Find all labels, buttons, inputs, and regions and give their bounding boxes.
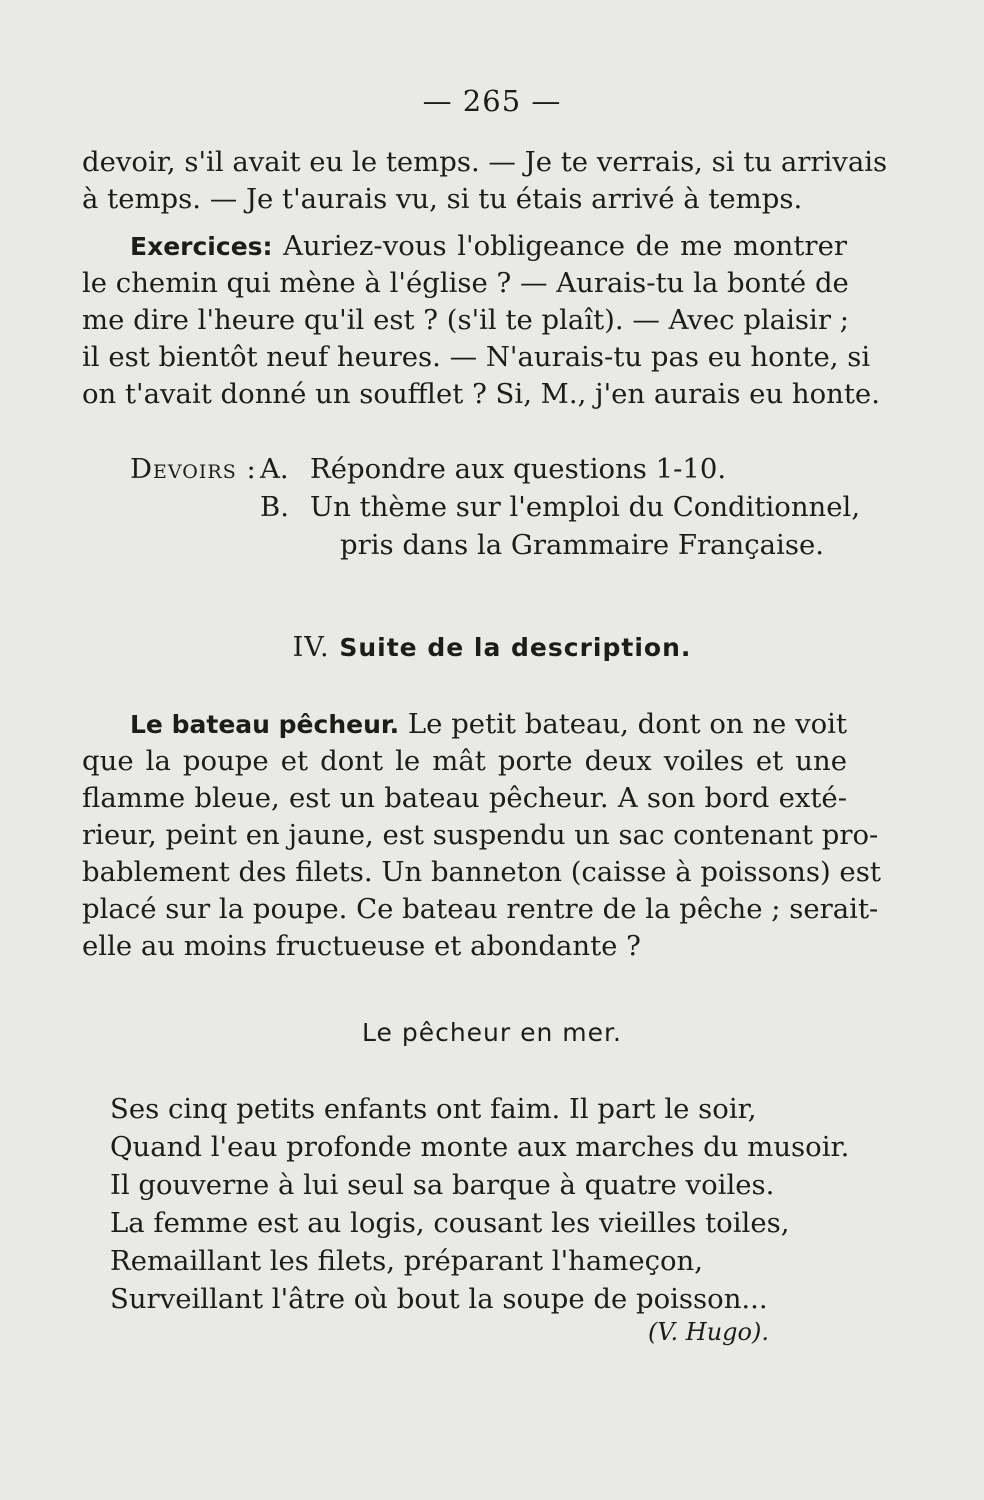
bateau-label: Le bateau pêcheur.	[130, 710, 400, 739]
text-line: on t'avait donné un soufflet ? Si, M., j'en aurais eu honte.	[82, 378, 880, 410]
poem-attribution: (V. Hugo).	[648, 1318, 769, 1346]
section-number: IV.	[292, 632, 330, 663]
text-segment: Auriez-vous l'obligeance de me montrer	[283, 230, 847, 262]
text-line: que la poupe et dont le mât porte deux voiles et une	[82, 745, 847, 777]
item-letter: B.	[260, 491, 289, 523]
page-number: — 265 —	[422, 84, 562, 118]
devoirs-item-b	[130, 488, 861, 526]
poem-line: La femme est au logis, cousant les vieilles toiles,	[110, 1207, 790, 1239]
section-title: Suite de la description.	[339, 633, 692, 662]
poem-line: Surveillant l'âtre où bout la soupe de poisson...	[110, 1283, 768, 1315]
item-letter: A.	[260, 453, 289, 485]
devoirs-item-b-continuation: pris dans la Grammaire Française.	[340, 529, 824, 561]
text-line: rieur, peint en jaune, est suspendu un sac contenant pro-	[82, 819, 879, 851]
poem-line: Il gouverne à lui seul sa barque à quatre voiles.	[110, 1169, 775, 1201]
item-text: Un thème sur l'emploi du Conditionnel,	[310, 491, 861, 523]
devoirs-item-a	[130, 450, 850, 488]
item-text: Répondre aux questions 1-10.	[310, 453, 727, 485]
text-segment: Le petit bateau, dont on ne voit	[407, 708, 848, 740]
text-line: me dire l'heure qu'il est ? (s'il te plaît). — Avec plaisir ;	[82, 304, 849, 336]
poem-line: Quand l'eau profonde monte aux marches du musoir.	[110, 1131, 850, 1163]
devoirs-label: Devoirs :	[130, 453, 257, 485]
intro-paragraph	[82, 144, 888, 218]
text-line: à temps. — Je t'aurais vu, si tu étais arrivé à temps.	[82, 183, 803, 215]
bateau-paragraph	[82, 706, 881, 965]
bateau-first-line	[82, 706, 847, 743]
text-line: devoir, s'il avait eu le temps. — Je te verrais, si tu arrivais	[82, 146, 888, 178]
text-line: le chemin qui mène à l'église ? — Aurais-tu la bonté de	[82, 267, 849, 299]
exercices-label: Exercices:	[130, 232, 273, 261]
text-line: bablement des filets. Un banneton (caisse à poissons) est	[82, 856, 881, 888]
text-line: elle au moins fructueuse et abondante ?	[82, 930, 641, 962]
poem-line: Remaillant les filets, préparant l'hameçon,	[110, 1245, 704, 1277]
section-heading	[0, 632, 984, 663]
text-line: il est bientôt neuf heures. — N'aurais-tu pas eu honte, si	[82, 341, 871, 373]
poem-line: Ses cinq petits enfants ont faim. Il part le soir,	[110, 1093, 757, 1125]
poem-block	[110, 1090, 849, 1318]
text-line: flamme bleue, est un bateau pêcheur. A son bord exté-	[82, 782, 847, 814]
exercices-first-line	[82, 228, 847, 265]
poem-title: Le pêcheur en mer.	[362, 1018, 622, 1047]
text-line: placé sur la poupe. Ce bateau rentre de la pêche ; serait-	[82, 893, 879, 925]
exercices-paragraph	[82, 228, 880, 413]
devoirs-block	[130, 450, 861, 564]
